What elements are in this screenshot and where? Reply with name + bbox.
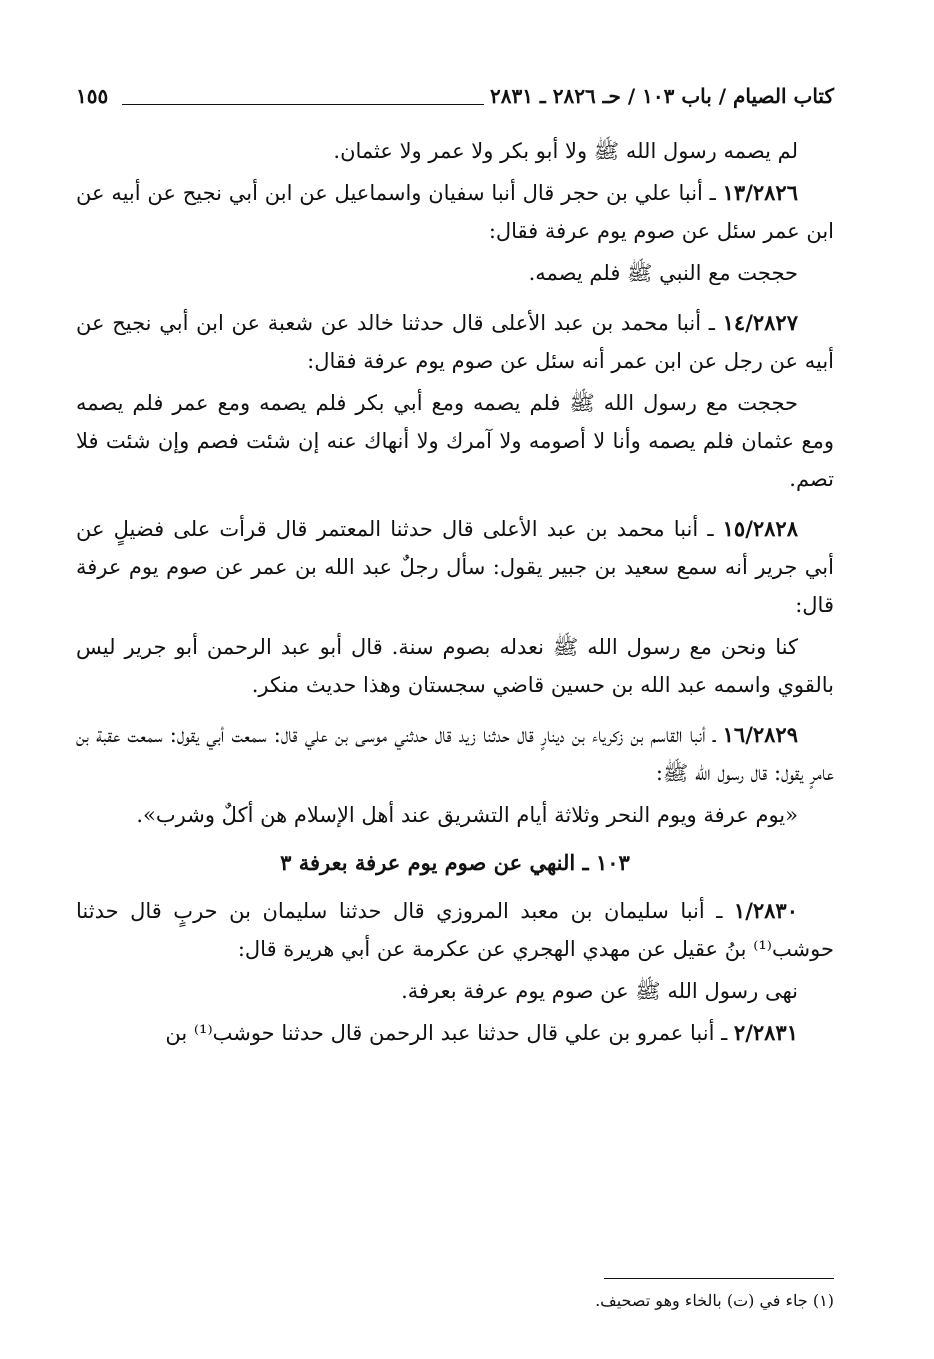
hadith-2826-matn: حججت مع النبي ﷺ فلم يصمه.	[528, 261, 798, 285]
running-title: كتاب الصيام / باب ١٠٣ / حـ ٢٨٢٦ ـ ٢٨٣١	[489, 84, 834, 108]
hadith-number: ٢/٢٨٣١	[733, 1020, 798, 1045]
hadith-2830: ١/٢٨٣٠ ـ أنبا سليمان بن معبد المروزي قال حدثنا سليمان بن حربٍ قال حدثنا حوشب⁽¹⁾ بنُ عقيل عن مهدي الهجري عن عكرمة عن أبي هريرة قال:	[76, 898, 834, 961]
hadith-number: ١٤/٢٨٢٧	[722, 310, 798, 335]
hadith-number: ١/٢٨٣٠	[733, 898, 798, 923]
section-title: ١٠٣ ـ النهي عن صوم يوم عرفة بعرفة ٣	[280, 850, 630, 875]
page-header	[76, 84, 834, 118]
footnote: (١) جاء في (ت) بالخاء وهو تصحيف.	[595, 1291, 834, 1310]
paragraph-continuation: لم يصمه رسول الله ﷺ ولا أبو بكر ولا عمر ولا عثمان.	[333, 139, 798, 163]
hadith-number: ١٦/٢٨٢٩	[722, 722, 798, 747]
body-text	[76, 132, 834, 1056]
hadith-2827-matn: حججت مع رسول الله ﷺ فلم يصمه ومع أبي بكر فلم يصمه ومع عمر فلم يصمه ومع عثمان فلم يصمه وأنا لا أصومه ولا آمرك ولا أنهاك عنه إن شئت فصم وإن شئت فلا تصم.	[76, 391, 834, 491]
hadith-number: ١٣/٢٨٢٦	[722, 180, 798, 205]
hadith-2830-matn: نهى رسول الله ﷺ عن صوم يوم عرفة بعرفة.	[401, 979, 798, 1003]
hadith-2829-matn: «يوم عرفة ويوم النحر وثلاثة أيام التشريق عند أهل الإسلام هن أكلٌ وشرب».	[136, 803, 798, 827]
hadith-2831: ٢/٢٨٣١ ـ أنبا عمرو بن علي قال حدثنا عبد الرحمن قال حدثنا حوشب⁽¹⁾ بن	[165, 1020, 798, 1045]
hadith-2827: ١٤/٢٨٢٧ ـ أنبا محمد بن عبد الأعلى قال حدثنا خالد عن شعبة عن ابن أبي نجيح عن أبيه عن رجل عن ابن عمر أنه سئل عن صوم يوم عرفة فقال:	[76, 310, 834, 373]
hadith-2826: ١٣/٢٨٢٦ ـ أنبا علي بن حجر قال أنبا سفيان واسماعيل عن ابن أبي نجيح عن أبيه عن ابن عمر سئل عن صوم يوم عرفة فقال:	[76, 180, 834, 243]
hadith-number: ١٥/٢٨٢٨	[722, 516, 798, 541]
header-rule	[122, 104, 484, 105]
footnote-rule	[604, 1278, 834, 1279]
hadith-2828: ١٥/٢٨٢٨ ـ أنبا محمد بن عبد الأعلى قال حدثنا المعتمر قال قرأت على فضيلٍ عن أبي جرير أنه سمع سعيد بن جبير يقول: سأل رجلٌ عبد الله بن عمر عن صوم يوم عرفة قال:	[76, 516, 834, 617]
hadith-2828-matn: كنا ونحن مع رسول الله ﷺ نعدله بصوم سنة. قال أبو عبد الرحمن أبو جرير ليس بالقوي واسمه عبد الله بن حسين قاضي سجستان وهذا حديث منكر.	[76, 635, 834, 697]
hadith-2829: ١٦/٢٨٢٩ ـ أنبا القاسم بن زكرياء بن دينارٍ قال حدثنا زيد قال حدثني موسى بن علي قال: سمعت أبي يقول: سمعت عقبة بن عامرٍ يقول: قال رسول الله ﷺ:	[76, 722, 834, 785]
page-number: ١٥٥	[76, 84, 109, 108]
